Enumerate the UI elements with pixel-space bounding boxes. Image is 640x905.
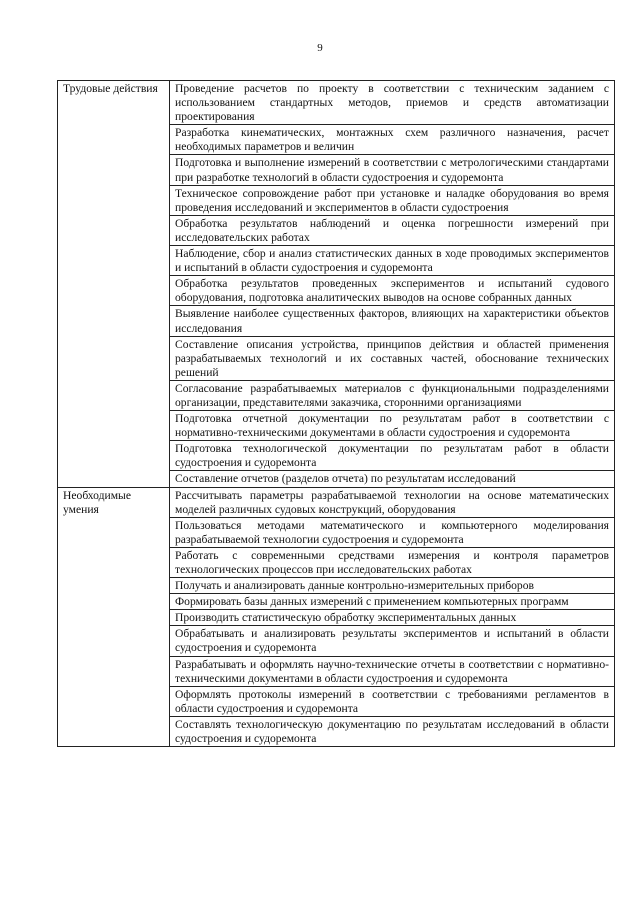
table-cell-item: Обработка результатов наблюдений и оценка погрешности измерений при исследовательских работах: [170, 215, 615, 245]
table-cell-item: Разработка кинематических, монтажных схем различного назначения, расчет необходимых параметров и величин: [170, 125, 615, 155]
table-cell-item: Производить статистическую обработку экспериментальных данных: [170, 610, 615, 626]
table-cell-item: Оформлять протоколы измерений в соответствии с требованиями регламентов в области судостроения и судоремонта: [170, 686, 615, 716]
section-label: Необходимые умения: [58, 487, 170, 747]
table-cell-item: Техническое сопровождение работ при установке и наладке оборудования во время проведения исследований и экспериментов в области судостроения: [170, 185, 615, 215]
table-cell-item: Обрабатывать и анализировать результаты экспериментов и испытаний в области судостроения и судоремонта: [170, 626, 615, 656]
table-cell-item: Выявление наиболее существенных факторов, влияющих на характеристики объектов исследования: [170, 306, 615, 336]
table-cell-item: Подготовка и выполнение измерений в соответствии с метрологическими стандартами при разработке технологий в области судостроения и судоремонта: [170, 155, 615, 185]
table-cell-item: Разрабатывать и оформлять научно-технические отчеты в соответствии с нормативно-техническими документами в области судостроения и судоремонта: [170, 656, 615, 686]
table-cell-item: Формировать базы данных измерений с применением компьютерных программ: [170, 594, 615, 610]
table-cell-item: Составлять технологическую документацию по результатам исследований в области судостроения и судоремонта: [170, 716, 615, 746]
section-label: Трудовые действия: [58, 81, 170, 488]
table-cell-item: Обработка результатов проведенных экспериментов и испытаний судового оборудования, подготовка аналитических выводов на основе собранных данных: [170, 276, 615, 306]
table-cell-item: Составление описания устройства, принципов действия и областей применения разрабатываемых технологий и их составных частей, обоснование технических решений: [170, 336, 615, 380]
table-cell-item: Подготовка технологической документации по результатам работ в области судостроения и судоремонта: [170, 441, 615, 471]
table-cell-item: Составление отчетов (разделов отчета) по результатам исследований: [170, 471, 615, 487]
table-cell-item: Работать с современными средствами измерения и контроля параметров технологических процессов при исследовательских работах: [170, 547, 615, 577]
table-cell-item: Подготовка отчетной документации по результатам работ в соответствии с нормативно-техническими документами в области судостроения и судоремонта: [170, 411, 615, 441]
table-cell-item: Наблюдение, сбор и анализ статистических данных в ходе проводимых экспериментов и испытаний в области судостроения и судоремонта: [170, 246, 615, 276]
table-cell-item: Рассчитывать параметры разрабатываемой технологии на основе математических моделей различных судовых конструкций, оборудования: [170, 487, 615, 517]
page-number: 9: [317, 42, 323, 54]
table-cell-item: Проведение расчетов по проекту в соответствии с техническим заданием с использованием стандартных методов, приемов и средств автоматизации проектирования: [170, 81, 615, 125]
requirements-table: [57, 80, 615, 747]
table-row: [58, 487, 615, 517]
table-cell-item: Получать и анализировать данные контрольно-измерительных приборов: [170, 578, 615, 594]
table-cell-item: Пользоваться методами математического и компьютерного моделирования разрабатываемой технологии судостроения и судоремонта: [170, 517, 615, 547]
table-row: [58, 81, 615, 125]
table-body: [58, 81, 615, 747]
table-cell-item: Согласование разрабатываемых материалов с функциональными подразделениями организации, представителями заказчика, сторонними организациями: [170, 380, 615, 410]
